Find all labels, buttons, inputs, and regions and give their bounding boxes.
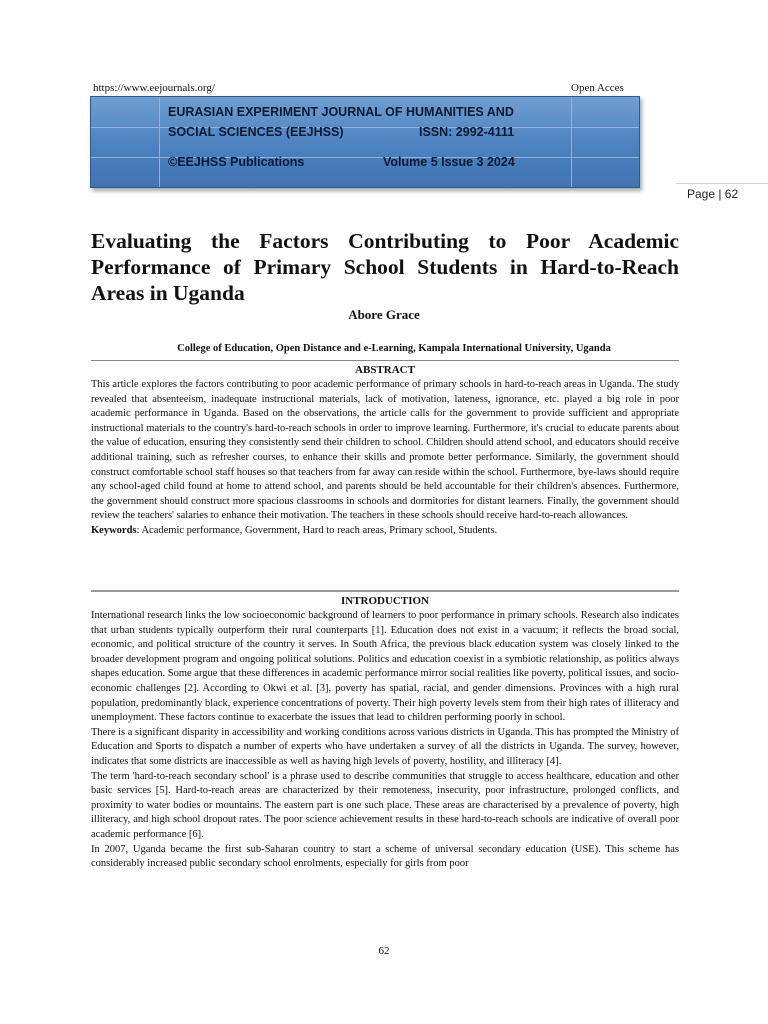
divider-top <box>91 360 679 361</box>
abstract-text: This article explores the factors contributing to poor academic performance of primary schools in hard-to-reach areas in Uganda. The study revealed that absenteeism, inadequate instructional materials, lack of motivation, lateness, ignorance, etc. played a big role in poor academic performance in Uganda. Based on the observations, the article calls for the government to provide sufficient and appropriate instructional materials to the country's hard-to-reach schools in order to improve learning. Furthermore, it's crucial to educate parents about the value of education, ensuring they consistently send their children to school. Children should attend school, and educators should receive additional training, such as refresher courses, to enhance their skills and promote better performance. Similarly, the government should construct comfortable school staff houses so that teachers from far away can reside within the school. Furthermore, bye-laws should require any school-aged child found at home to attend school, and parents should be held accountable for their children's absences. Furthermore, the government should construct more spacious classrooms in schools and dormitories for distant learners. Finally, the government should review the teachers' salaries to enhance their motivation. The teachers in these schools should receive hard-to-reach allowances. <box>91 379 679 522</box>
intro-paragraph: International research links the low socioeconomic background of learners to poor performance in primary schools. Research also indicates that urban students typically outperform their rural counterparts [1]. Education does not exist in a vacuum; it reflects the broad social, economic, and political structure of the country it serves. In South Africa, the previous black education system was closely linked to the broader development program and ongoing political solutions. Politics and education coexist in a symbiotic relationship, as politics always shapes education. Some argue that these differences in academic performance mirror social realities like poverty, political issues, and socio-economic challenges [2]. According to Okwi et al. [3], poverty has spatial, racial, and gender dimensions. Provinces with a high rural population, predominantly black, experience concentrations of poverty. Their high poverty levels stem from their high rates of illiteracy and unemployment. These factors continue to exacerbate the issues that lead to children performing poorly in school. <box>91 610 679 724</box>
introduction-body <box>91 609 679 872</box>
publisher-label: ©EEJHSS Publications <box>168 155 305 169</box>
abstract-heading: ABSTRACT <box>355 364 415 376</box>
journal-banner <box>90 96 640 188</box>
intro-paragraph: The term 'hard-to-reach secondary school' is a phrase used to describe communities that struggle to access healthcare, education and other basic services [5]. Hard-to-reach areas are characterized by their remoteness, insecurity, poor infrastructure, prolonged conflicts, and proximity to water bodies or mountains. The eastern part is one such place. These areas are characterised by a prevalence of poverty, high illiteracy, and high school dropout rates. The poor science achievement results in these hard-to-reach schools are indicative of overall poor academic performance [6]. <box>91 770 679 840</box>
volume-issue-label: Volume 5 Issue 3 2024 <box>383 155 515 169</box>
journal-issn: ISSN: 2992-4111 <box>419 125 515 139</box>
abstract-body <box>91 378 679 539</box>
paper-title: Evaluating the Factors Contributing to Poor Academic Performance of Primary School Students in Hard-to-Reach Areas in Uganda <box>91 229 679 305</box>
intro-paragraph: There is a significant disparity in accessibility and working conditions across various districts in Uganda. This has prompted the Ministry of Education and Sports to dispatch a number of experts who have undertaken a survey of all the districts in Uganda. The survey, however, indicates that some districts are inaccessible as well as having high levels of poverty, hostility, and illiteracy [4]. <box>91 726 679 767</box>
author-affiliation: College of Education, Open Distance and e-Learning, Kampala International University, Uganda <box>177 343 611 354</box>
keywords-list: : Academic performance, Government, Hard to reach areas, Primary school, Students. <box>136 524 498 536</box>
journal-name-line2: SOCIAL SCIENCES (EEJHSS) <box>168 125 344 139</box>
page-label-divider <box>676 183 768 184</box>
page-label: Page | 62 <box>687 187 739 201</box>
journal-url[interactable]: https://www.eejournals.org/ <box>93 82 215 94</box>
author-name: Abore Grace <box>348 307 420 322</box>
footer-page-number: 62 <box>378 945 390 957</box>
keywords-label: Keywords <box>91 524 137 536</box>
intro-paragraph: In 2007, Uganda became the first sub-Saharan country to start a scheme of universal secondary education (USE). This scheme has considerably increased public secondary school enrolments, especially for girls from poor <box>91 843 679 870</box>
journal-name-line1: EURASIAN EXPERIMENT JOURNAL OF HUMANITIES AND <box>168 105 514 119</box>
open-access-label: Open Acces <box>571 82 624 94</box>
keywords-line <box>91 524 679 539</box>
divider-abstract <box>91 590 679 592</box>
introduction-heading: INTRODUCTION <box>340 595 429 607</box>
